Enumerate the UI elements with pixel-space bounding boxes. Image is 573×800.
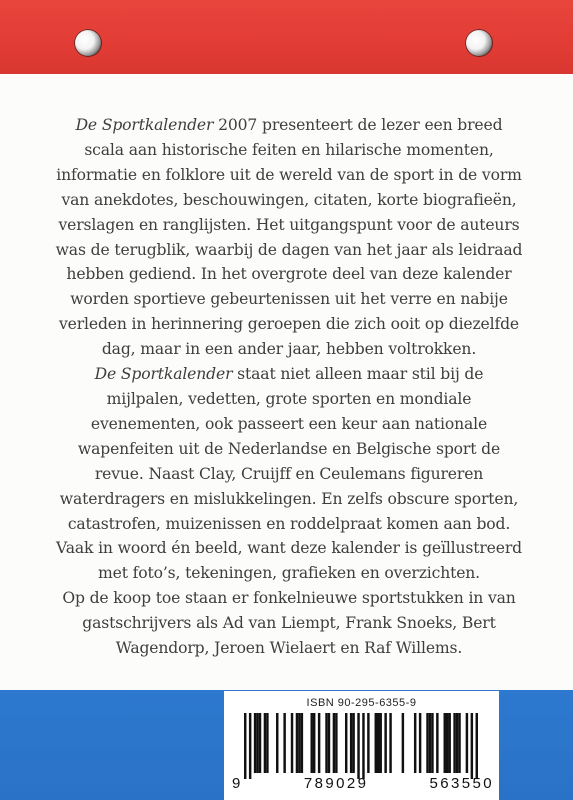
barcode-bar xyxy=(453,713,455,773)
paragraph-1 xyxy=(54,113,524,362)
barcode-bar xyxy=(389,713,391,773)
barcode-bar xyxy=(466,713,468,773)
barcode-bar xyxy=(276,713,278,773)
ean-left-group: 789029 xyxy=(303,775,369,792)
barcode-bar xyxy=(291,713,293,773)
barcode-bar xyxy=(352,713,354,773)
barcode-bar xyxy=(244,713,246,779)
paragraph-1-text: 2007 presenteert de lezer een breed scala aan historische feiten en hilarische momenten, informatie en folklore uit de wereld van de sport in de vorm van anekdotes, beschouwingen, citaten, korte biografieën, verslagen en ranglijsten. Het uitgangspunt voor de auteurs was de terugblik, waarbij de dagen van het jaar als leidraad hebben gediend. In het overgrote deel van deze kalender worden sportieve gebeurtenissen uit het verre en nabije verleden in herinnering geroepen die zich ooit op diezelfde dag, maar in een ander jaar, hebben voltrokken. xyxy=(55,116,523,359)
barcode-bar xyxy=(419,713,421,773)
barcode-bar xyxy=(377,713,379,773)
title-italic: De Sportkalender xyxy=(94,365,233,384)
binding-hole-left xyxy=(74,29,102,57)
barcode-bar xyxy=(429,713,431,773)
paragraph-3 xyxy=(54,586,524,661)
paragraph-2 xyxy=(54,362,524,586)
barcode-box xyxy=(224,691,499,800)
barcode-bar xyxy=(264,713,266,773)
paragraph-2-text: staat niet alleen maar stil bij de mijlpalen, vedetten, grote sporten en mondiale evenementen, ook passeert een keur aan nationale wapenfeiten uit de Nederlandse en Belgische sport de revue. Naast Clay, Cruijff en Ceulemans figureren waterdragers en mislukkelingen. En zelfs obscure sporten, catastrofen, muizenissen en roddelpraat komen aan bod. Vaak in woord én beeld, want deze kalender is geïllustreerd met foto’s, tekeningen, grafieken en overzichten. xyxy=(56,365,522,583)
barcode-bar xyxy=(335,713,337,773)
barcode-bar xyxy=(367,713,369,773)
barcode-bar xyxy=(325,713,327,773)
barcode-bar xyxy=(379,713,381,773)
paragraph-3-text: Op de koop toe staan er fonkelnieuwe sportstukken in van gastschrijvers als Ad van Liempt, Frank Snoeks, Bert Wagendorp, Jeroen Wielaert en Raf Willems. xyxy=(62,589,516,658)
barcode-bar xyxy=(444,713,446,773)
barcode-bar xyxy=(414,713,416,773)
barcode-bar xyxy=(333,713,335,773)
isbn-label: ISBN 90-295-6355-9 xyxy=(306,697,417,709)
back-cover-text xyxy=(54,113,524,661)
barcode-bar xyxy=(446,713,448,773)
barcode-bars xyxy=(244,713,478,779)
barcode-bar xyxy=(402,713,404,773)
barcode-bar xyxy=(350,713,352,773)
barcode-bar xyxy=(345,713,347,773)
barcode-bar xyxy=(384,713,386,773)
title-italic: De Sportkalender xyxy=(75,116,214,134)
barcode-bar xyxy=(448,713,450,773)
ean-right-group: 563550 xyxy=(429,775,494,792)
barcode-bar xyxy=(471,713,473,779)
barcode-bar xyxy=(458,713,460,773)
barcode-bar xyxy=(283,713,285,773)
barcode-bar xyxy=(362,713,364,779)
barcode-bar xyxy=(313,713,315,773)
barcode-bar xyxy=(298,713,300,773)
barcode-bar xyxy=(311,713,313,773)
binding-hole-right xyxy=(465,29,493,57)
barcode-bar xyxy=(328,713,330,773)
ean-number xyxy=(232,775,494,792)
barcode-bar xyxy=(256,713,258,773)
barcode-bar xyxy=(249,713,251,779)
barcode-bar xyxy=(375,713,377,773)
barcode-bar xyxy=(436,713,438,773)
barcode-bar xyxy=(301,713,303,773)
barcode-bar xyxy=(296,713,298,773)
barcode-bar xyxy=(426,713,428,773)
barcode-bar xyxy=(254,713,256,773)
barcode-bar xyxy=(259,713,261,773)
barcode-bar xyxy=(431,713,433,773)
barcode-bar xyxy=(318,713,320,773)
barcode-bar xyxy=(456,713,458,773)
barcode-bar xyxy=(266,713,268,773)
barcode-bar xyxy=(357,713,359,779)
ean-first-digit: 9 xyxy=(232,775,243,792)
barcode-bar xyxy=(476,713,478,779)
